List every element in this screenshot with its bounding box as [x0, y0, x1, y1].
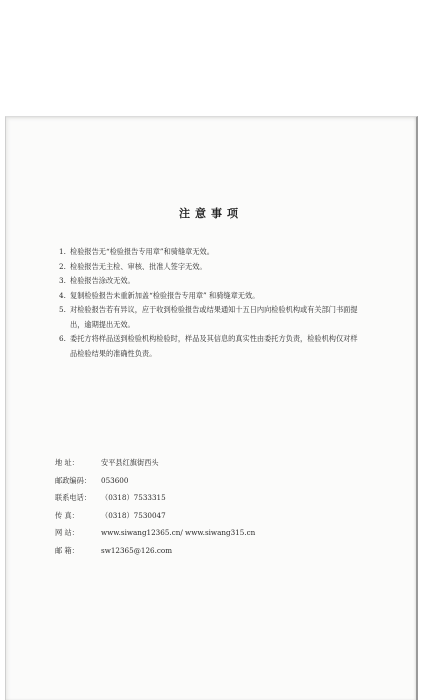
page-title: 注意事项 — [179, 207, 243, 220]
note-number: 3. — [59, 276, 66, 285]
contact-value: （0318）7533315 — [101, 493, 166, 502]
contact-label: 网 站： — [55, 528, 79, 537]
contact-info — [55, 454, 375, 559]
contact-value: sw12365@126.com — [101, 545, 173, 555]
contact-row-postcode — [55, 472, 375, 490]
contact-value: （0318）7530047 — [101, 510, 166, 520]
contact-row-address — [55, 454, 375, 472]
note-text: 委托方将样品送到检验机构检验时，样品及其信息的真实性由委托方负责，检验机构仅对样品检验结果的准确性负责。 — [70, 334, 358, 358]
contact-row-website — [55, 524, 375, 542]
contact-value: www.siwang12365.cn/ www.siwang315.cn — [101, 528, 256, 537]
document-page — [5, 116, 418, 700]
contact-row-phone — [55, 489, 375, 507]
notes-list — [59, 245, 359, 361]
contact-label: 邮政编码： — [55, 475, 91, 485]
contact-row-email — [55, 542, 375, 560]
note-text: 检验报告涂改无效。 — [70, 276, 135, 285]
note-number: 5. — [59, 305, 66, 314]
note-item — [59, 274, 359, 289]
contact-label: 联系电话： — [55, 493, 91, 502]
note-number: 4. — [59, 290, 66, 300]
note-number: 2. — [59, 261, 66, 271]
contact-label: 地 址： — [55, 458, 79, 467]
note-item — [59, 245, 359, 260]
contact-value: 053600 — [101, 475, 129, 485]
note-text: 复制检验报告未重新加盖“检验报告专用章” 和骑缝章无效。 — [70, 290, 260, 300]
contact-label: 邮 箱： — [55, 545, 79, 555]
note-text: 对检验报告若有异议，应于收到检验报告或结果通知十五日内向检验机构或有关部门书面提出，逾期提出无效。 — [70, 305, 358, 329]
note-item — [59, 289, 359, 304]
note-text: 检验报告无主检、审核、批准人签字无效。 — [70, 261, 207, 271]
note-text: 检验报告无“检验报告专用章”和骑缝章无效。 — [70, 247, 214, 256]
contact-label: 传 真： — [55, 510, 79, 520]
contact-value: 安平县红旗街西头 — [101, 458, 159, 467]
note-number: 6. — [59, 334, 66, 343]
note-item — [59, 303, 359, 332]
note-item — [59, 332, 359, 361]
contact-row-fax — [55, 507, 375, 525]
note-item — [59, 260, 359, 275]
note-number: 1. — [59, 247, 66, 256]
